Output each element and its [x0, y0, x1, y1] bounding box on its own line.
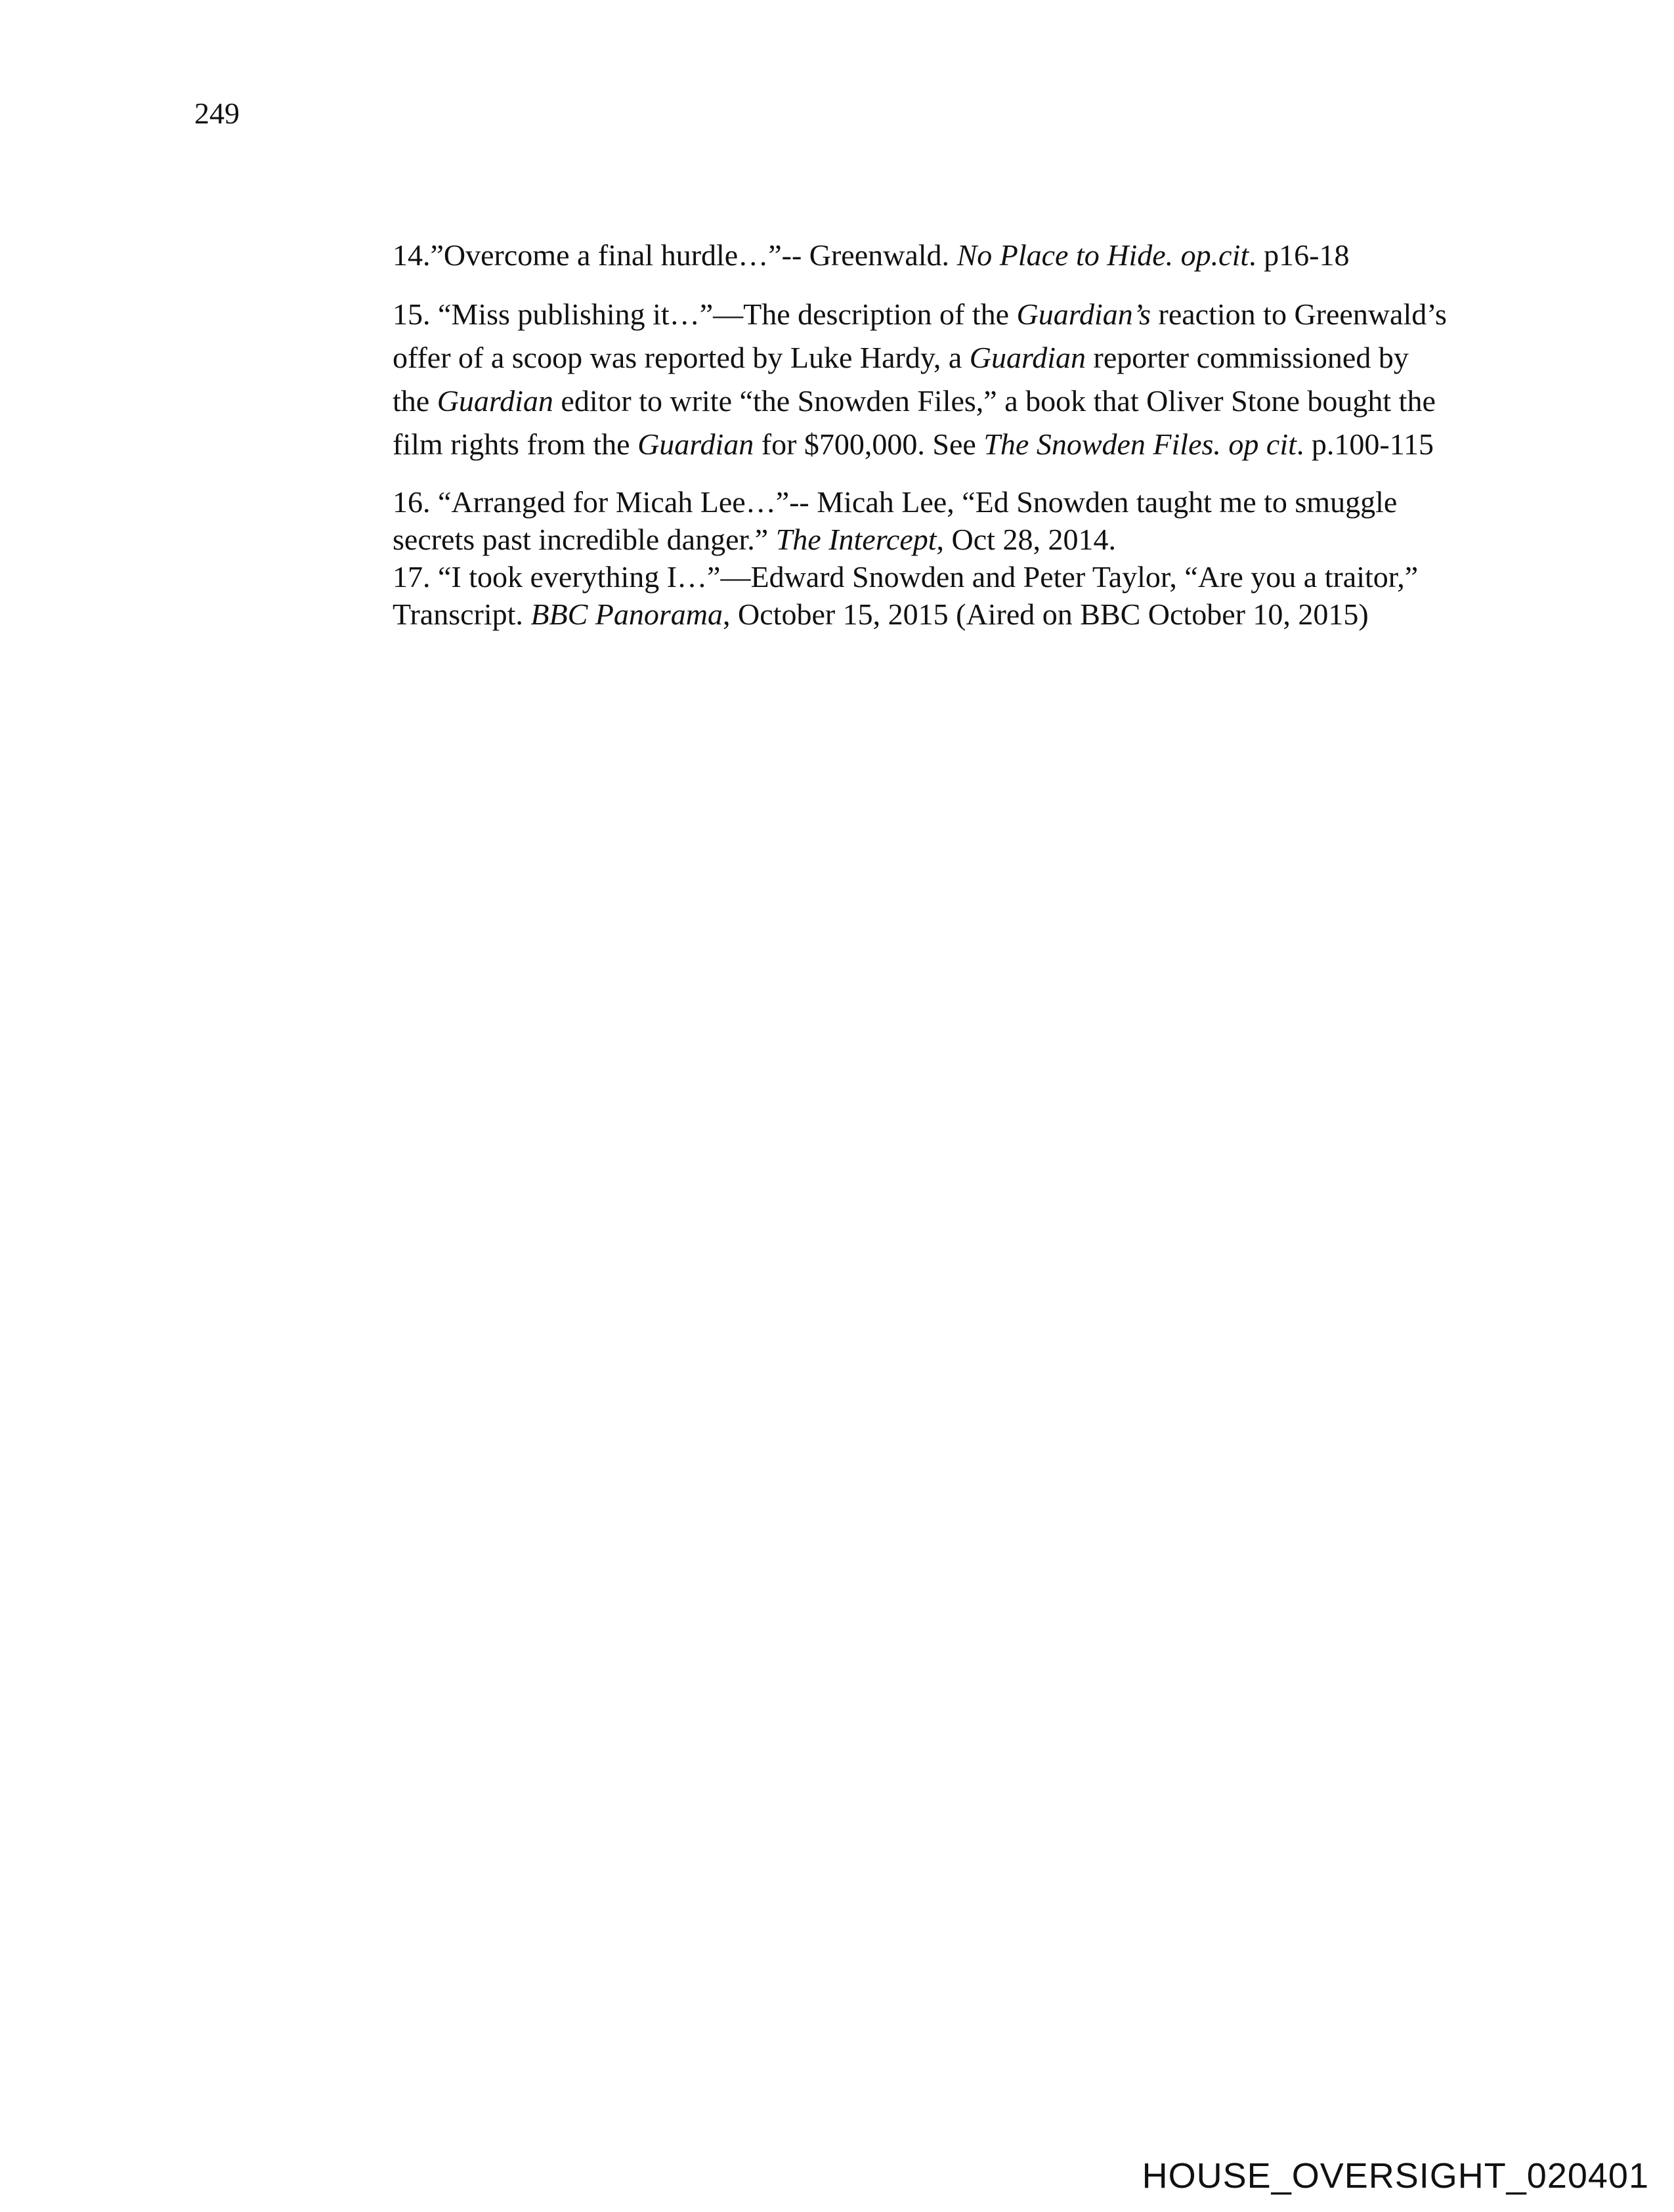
endnote-text: , Oct 28, 2014.	[936, 523, 1116, 556]
endnote-15	[393, 293, 1449, 466]
endnote-italic-text: The Snowden Files. op cit	[983, 427, 1297, 461]
endnote-text: , October 15, 2015 (Aired on BBC October 10, 2015)	[723, 597, 1369, 631]
endnote-italic-text: No Place to Hide. op.cit	[956, 238, 1249, 272]
endnotes-list	[393, 234, 1449, 633]
endnote-text: 14.”Overcome a final hurdle…”-- Greenwald.	[393, 238, 957, 272]
endnote-text: editor to write “the Snowden Files,” a book that Oliver Stone bought the film rights from the	[393, 384, 1436, 461]
endnote-text: reporter commissioned by the	[393, 341, 1409, 418]
endnote-italic-text: Guardian	[969, 341, 1086, 374]
endnote-italic-text: BBC Panorama	[530, 597, 723, 631]
endnote-text: 15. “Miss publishing it…”—The description of the	[393, 297, 1017, 331]
endnote-text: reaction to Greenwald’s offer of a scoop was reported by Luke Hardy, a	[393, 297, 1447, 374]
endnote-17	[393, 558, 1449, 633]
endnote-italic-text: Guardian	[437, 384, 553, 418]
endnote-text: . p16-18	[1249, 238, 1350, 272]
endnote-text: 16. “Arranged for Micah Lee…”-- Micah Lee, “Ed Snowden taught me to smuggle secrets past incredible danger.”	[393, 485, 1398, 556]
endnote-text: for $700,000. See	[754, 427, 984, 461]
endnote-text: 17. “I took everything I…”—Edward Snowden and Peter Taylor, “Are you a traitor,” Transcript.	[393, 560, 1419, 631]
endnote-text: . p.100-115	[1296, 427, 1434, 461]
endnote-italic-text: The Intercept	[775, 523, 937, 556]
endnote-16	[393, 483, 1449, 558]
endnote-italic-text: Guardian	[637, 427, 754, 461]
endnote-14	[393, 234, 1449, 277]
page-number: 249	[194, 97, 240, 130]
bates-number: HOUSE_OVERSIGHT_020401	[1142, 2156, 1649, 2196]
endnote-italic-text: Guardian’s	[1016, 297, 1151, 331]
